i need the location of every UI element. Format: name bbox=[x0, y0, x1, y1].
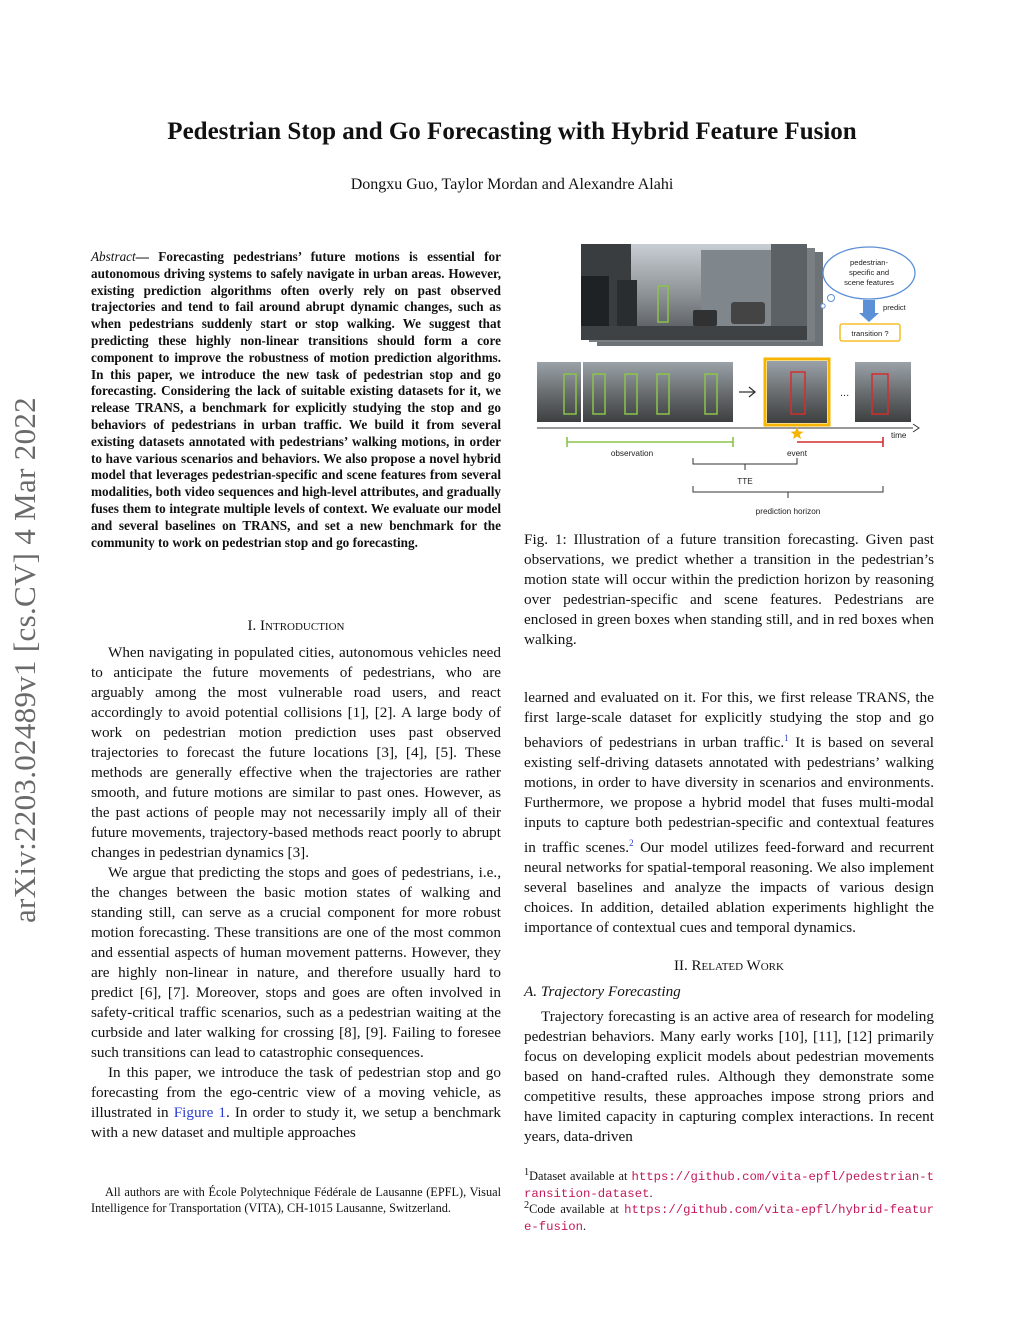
intro-paragraph-1: When navigating in populated cities, autonomous vehicles need to anticipate the future movements of pedestrians, who are arguably among the most vulnerable road users, and react accordingly to avoid potential collisions [1], [2]. A large body of work on pedestrian motion prediction uses past observed trajectories to forecast the future locations [3], [4], [5]. These methods are generally effective when the trajectories are rather smooth, and future motions are similar to past ones. However, as the past actions of people may not necessarily imply all of their future movements, trajectory-based methods react poorly to abrupt changes in pedestrian dynamics [3]. bbox=[91, 644, 501, 861]
bubble-line-2: specific and bbox=[848, 268, 890, 277]
paper-title: Pedestrian Stop and Go Forecasting with Hybrid Feature Fusion bbox=[167, 118, 857, 145]
bubble-line-1: pedestrian- bbox=[850, 258, 888, 267]
figure-1-link[interactable]: Figure 1 bbox=[173, 1104, 226, 1121]
right-column-body bbox=[524, 688, 934, 1147]
footnote-1-marker[interactable]: 1 bbox=[784, 733, 789, 743]
footnote-1: $^1$Dataset available at https://github.com/vita-epfl/pedestrian-transition-dataset. bbox=[524, 1167, 934, 1202]
predict-arrow-icon bbox=[859, 300, 879, 322]
obs-frame bbox=[645, 362, 689, 422]
abstract-text: — Forecasting pedestrians’ future motions is essential for autonomous driving systems to safely navigate in urban areas. However, existing prediction algorithms often overly rely on past observed trajectories and tend to fail around abrupt dynamic changes, such as when pedestrians suddenly start or stop walking. We suggest that predicting these highly non-linear transitions should form a core component to improve the robustness of motion prediction algorithms. In this paper, we introduce the new task of pedestrian stop and go forecasting. Considering the lack of suitable existing datasets for it, we release TRANS, a benchmark for explicitly studying the stop and go behaviors of pedestrians in urban traffic. We build it from several existing datasets annotated with pedestrians’ walking motions, in order to have various scenarios and behaviors. We also propose a novel hybrid model that leverages pedestrian-specific and scene features from several modalities, both video sequences and high-level attributes, and gradually fuses them to integrate multiple levels of context. We evaluate our model and several baselines on TRANS, and set a new benchmark for the community to work on pedestrian stop and go forecasting. bbox=[91, 249, 501, 550]
horizon-label: prediction horizon bbox=[755, 507, 821, 516]
observation-label: observation bbox=[610, 449, 654, 458]
footnote-2-marker[interactable]: 2 bbox=[629, 838, 634, 849]
section-heading-related-work: II. Related Work bbox=[674, 958, 784, 975]
tte-label: TTE bbox=[737, 477, 753, 486]
figure-1 bbox=[533, 240, 925, 522]
footnote-2: $^2$Code available at https://github.com/vita-epfl/hybrid-feature-fusion. bbox=[524, 1200, 934, 1235]
introduction-body bbox=[91, 643, 501, 1143]
subsection-heading: A. Trajectory Forecasting bbox=[524, 983, 681, 1001]
event-label: event bbox=[786, 449, 808, 458]
bubble-line-3: scene features bbox=[844, 278, 894, 287]
right-paragraph-2: Trajectory forecasting is an active area of research for modeling pedestrian behaviors. Many early works [10], [11], [12] primarily focus on developing explicit models about pedestrian movements based on hand-crafted rules. Although they demonstrate some competitive results, these approaches impose strong priors and have limited capacity in capturing complex interactions. In recent years, data-driven bbox=[524, 1008, 934, 1146]
time-label: time bbox=[891, 431, 907, 440]
observation-frames bbox=[537, 362, 733, 422]
section-heading-introduction: I. Introduction bbox=[247, 618, 345, 634]
time-arrow-icon bbox=[913, 424, 919, 432]
tte-bracket bbox=[693, 458, 797, 464]
ellipsis: ... bbox=[840, 387, 850, 399]
abstract bbox=[91, 249, 501, 551]
predict-label: predict bbox=[883, 303, 906, 312]
obs-frame bbox=[537, 362, 581, 422]
abstract-label: Abstract bbox=[91, 249, 136, 264]
feature-bubble bbox=[821, 247, 915, 308]
right-paragraph-1: learned and evaluated on it. For this, we first release TRANS, the first large-scale dataset for explicitly studying the stop and go behaviors of pedestrians in urban traffic.$^1$ It is based on several existing self-driving datasets annotated with pedestrians’ walking motions, in order to have diversity in scenarios and environments. Furthermore, we propose a hybrid model that fuses multi-modal inputs to capture both pedestrian-specific and contextual features in traffic scenes.$^2$ Our model utilizes feed-forward and recurrent neural networks for spatial-temporal reasoning. We also implement several baselines and analyze the impacts of various design choices. In addition, detailed ablation experiments highlight the importance of contextual cues and temporal dynamics. bbox=[524, 689, 935, 937]
arxiv-identifier: arXiv:2203.02489v1 [cs.CV] 4 Mar 2022 bbox=[7, 397, 42, 923]
paper-authors: Dongxu Guo, Taylor Mordan and Alexandre Alahi bbox=[350, 176, 674, 193]
figure-1-caption: Fig. 1: Illustration of a future transition forecasting. Given past observations, we predict whether a transition in the pedestrian’s motion state will occur within the prediction horizon by reasoning over pedestrian-specific and scene features. Pedestrians are enclosed in green boxes when standing still, and in red boxes when walking. bbox=[524, 531, 934, 648]
stacked-scene-frames bbox=[581, 244, 823, 346]
code-url-link[interactable]: https://github.com/vita-epfl/hybrid-feature-fusion bbox=[524, 1203, 934, 1235]
future-frame bbox=[855, 362, 911, 422]
arrow-icon bbox=[739, 387, 755, 397]
event-star-icon bbox=[791, 427, 804, 439]
intro-paragraph-2: We argue that predicting the stops and goes of pedestrians, i.e., the changes between the basic motion states of walking and standing still, can serve as a crucial component for more robust motion forecasting. These transitions are one of the most common and essential aspects of human movement patterns. However, they are highly non-linear in nature, and therefore usually hard to predict [6], [7]. Moreover, stops and goes are often involved in safety-critical traffic scenarios, such as a pedestrian waiting at the curbside and later walking for crossing [8], [9]. Failing to foresee such transitions can lead to catastrophic consequences. bbox=[91, 864, 501, 1061]
affiliation-footnote: All authors are with École Polytechnique Fédérale de Lausanne (EPFL), Visual Intelligence for Transportation (VITA), CH-1015 Lausanne, Switzerland. bbox=[91, 1185, 501, 1215]
transition-label: transition ? bbox=[851, 329, 889, 338]
horizon-bracket bbox=[693, 486, 883, 492]
intro-paragraph-3: In this paper, we introduce the task of pedestrian stop and go forecasting from the ego-centric view of a moving vehicle, as illustrated in Figure 1. In order to study it, we setup a benchmark with a new dataset and multiple approaches bbox=[91, 1064, 501, 1141]
obs-frame bbox=[689, 362, 733, 422]
dataset-url-link[interactable]: https://github.com/vita-epfl/pedestrian-transition-dataset bbox=[524, 1170, 934, 1202]
